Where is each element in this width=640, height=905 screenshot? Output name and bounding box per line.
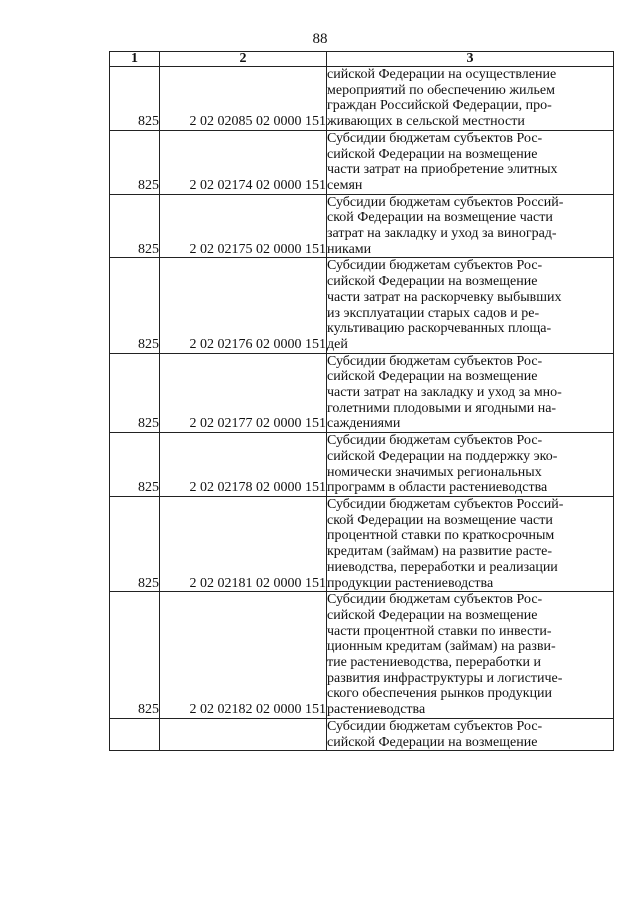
description-line: Субсидии бюджетам субъектов Рос- — [327, 433, 543, 449]
admin-code-cell — [110, 718, 160, 750]
description-line: растениеводства — [327, 702, 426, 718]
description-line: сийской Федерации на возмещение — [327, 607, 538, 623]
description-cell — [327, 353, 614, 433]
description-line: сийской Федерации на возмещение — [327, 369, 538, 385]
description-line: мероприятий по обеспечению жильем — [327, 82, 555, 98]
description-line: части процентной ставки по инвести- — [327, 623, 552, 639]
admin-code-cell: 825 — [110, 592, 160, 719]
description-line: тие растениеводства, переработки и — [327, 655, 541, 671]
description-line: ционным кредитам (займам) на разви- — [327, 639, 556, 655]
description-line: программ в области растениеводства — [327, 480, 548, 496]
admin-code-cell: 825 — [110, 194, 160, 258]
description-line: кредитам (займам) на развитие расте- — [327, 544, 553, 560]
description-cell — [327, 258, 614, 353]
admin-code-cell: 825 — [110, 496, 160, 591]
table-row — [110, 258, 614, 353]
description-line: части затрат на раскорчевку выбывших — [327, 289, 562, 305]
admin-code-cell: 825 — [110, 433, 160, 497]
description-line: номически значимых региональных — [327, 464, 542, 480]
description-line: культивацию раскорчеванных площа- — [327, 321, 552, 337]
description-cell — [327, 718, 614, 750]
budget-code-cell: 2 02 02181 02 0000 151 — [160, 496, 327, 591]
description-line: Субсидии бюджетам субъектов Рос- — [327, 130, 543, 146]
description-line: развития инфраструктуры и логистиче- — [327, 670, 563, 686]
column-header-3: 3 — [327, 52, 614, 67]
description-line: сийской Федерации на возмещение — [327, 734, 538, 750]
table-row — [110, 67, 614, 131]
description-line: голетними плодовыми и ягодными на- — [327, 400, 557, 416]
description-line: ской Федерации на возмещение части — [327, 210, 553, 226]
description-cell — [327, 433, 614, 497]
table-row — [110, 718, 614, 750]
description-line: части затрат на закладку и уход за мно- — [327, 385, 562, 401]
description-line: из эксплуатации старых садов и ре- — [327, 305, 540, 321]
description-line: ской Федерации на возмещение части — [327, 512, 553, 528]
description-line: Субсидии бюджетам субъектов Россий- — [327, 496, 564, 512]
description-line: ского обеспечения рынков продукции — [327, 686, 553, 702]
description-cell — [327, 194, 614, 258]
budget-code-cell: 2 02 02176 02 0000 151 — [160, 258, 327, 353]
budget-code-cell: 2 02 02182 02 0000 151 — [160, 592, 327, 719]
budget-code-cell: 2 02 02174 02 0000 151 — [160, 130, 327, 194]
page-number: 88 — [312, 31, 328, 47]
table-header-row — [110, 52, 614, 67]
description-line: Субсидии бюджетам субъектов Россий- — [327, 194, 564, 210]
budget-code-cell: 2 02 02178 02 0000 151 — [160, 433, 327, 497]
column-header-2: 2 — [160, 52, 327, 67]
column-header-1: 1 — [110, 52, 160, 67]
admin-code-cell: 825 — [110, 353, 160, 433]
budget-classification-table — [109, 51, 614, 751]
description-line: никами — [327, 241, 372, 257]
admin-code-cell: 825 — [110, 258, 160, 353]
description-line: ниеводства, переработки и реализации — [327, 559, 558, 575]
description-line: сийской Федерации на осуществление — [327, 67, 557, 82]
budget-code-cell: 2 02 02085 02 0000 151 — [160, 67, 327, 131]
description-line: сийской Федерации на возмещение — [327, 274, 538, 290]
table-row — [110, 353, 614, 433]
description-line: Субсидии бюджетам субъектов Рос- — [327, 718, 543, 734]
description-line: Субсидии бюджетам субъектов Рос- — [327, 592, 543, 608]
table-row — [110, 592, 614, 719]
description-line: продукции растениеводства — [327, 575, 494, 591]
admin-code-cell: 825 — [110, 130, 160, 194]
table-row — [110, 496, 614, 591]
description-line: граждан Российской Федерации, про- — [327, 98, 552, 114]
budget-code-cell: 2 02 02175 02 0000 151 — [160, 194, 327, 258]
budget-code-cell — [160, 718, 327, 750]
description-cell — [327, 130, 614, 194]
description-line: Субсидии бюджетам субъектов Рос- — [327, 353, 543, 369]
description-line: живающих в сельской местности — [327, 114, 525, 130]
table-row — [110, 194, 614, 258]
description-line: дей — [327, 336, 348, 352]
description-line: сийской Федерации на поддержку эко- — [327, 448, 558, 464]
description-cell — [327, 67, 614, 131]
admin-code-cell: 825 — [110, 67, 160, 131]
table-body — [110, 67, 614, 751]
description-line: затрат на закладку и уход за виноград- — [327, 226, 557, 242]
description-line: части затрат на приобретение элитных — [327, 162, 558, 178]
description-line: сийской Федерации на возмещение — [327, 146, 538, 162]
description-line: процентной ставки по краткосрочным — [327, 528, 555, 544]
description-cell — [327, 592, 614, 719]
budget-code-cell: 2 02 02177 02 0000 151 — [160, 353, 327, 433]
table-row — [110, 433, 614, 497]
description-line: семян — [327, 177, 363, 193]
description-cell — [327, 496, 614, 591]
description-line: саждениями — [327, 416, 401, 432]
table-row — [110, 130, 614, 194]
description-line: Субсидии бюджетам субъектов Рос- — [327, 258, 543, 274]
